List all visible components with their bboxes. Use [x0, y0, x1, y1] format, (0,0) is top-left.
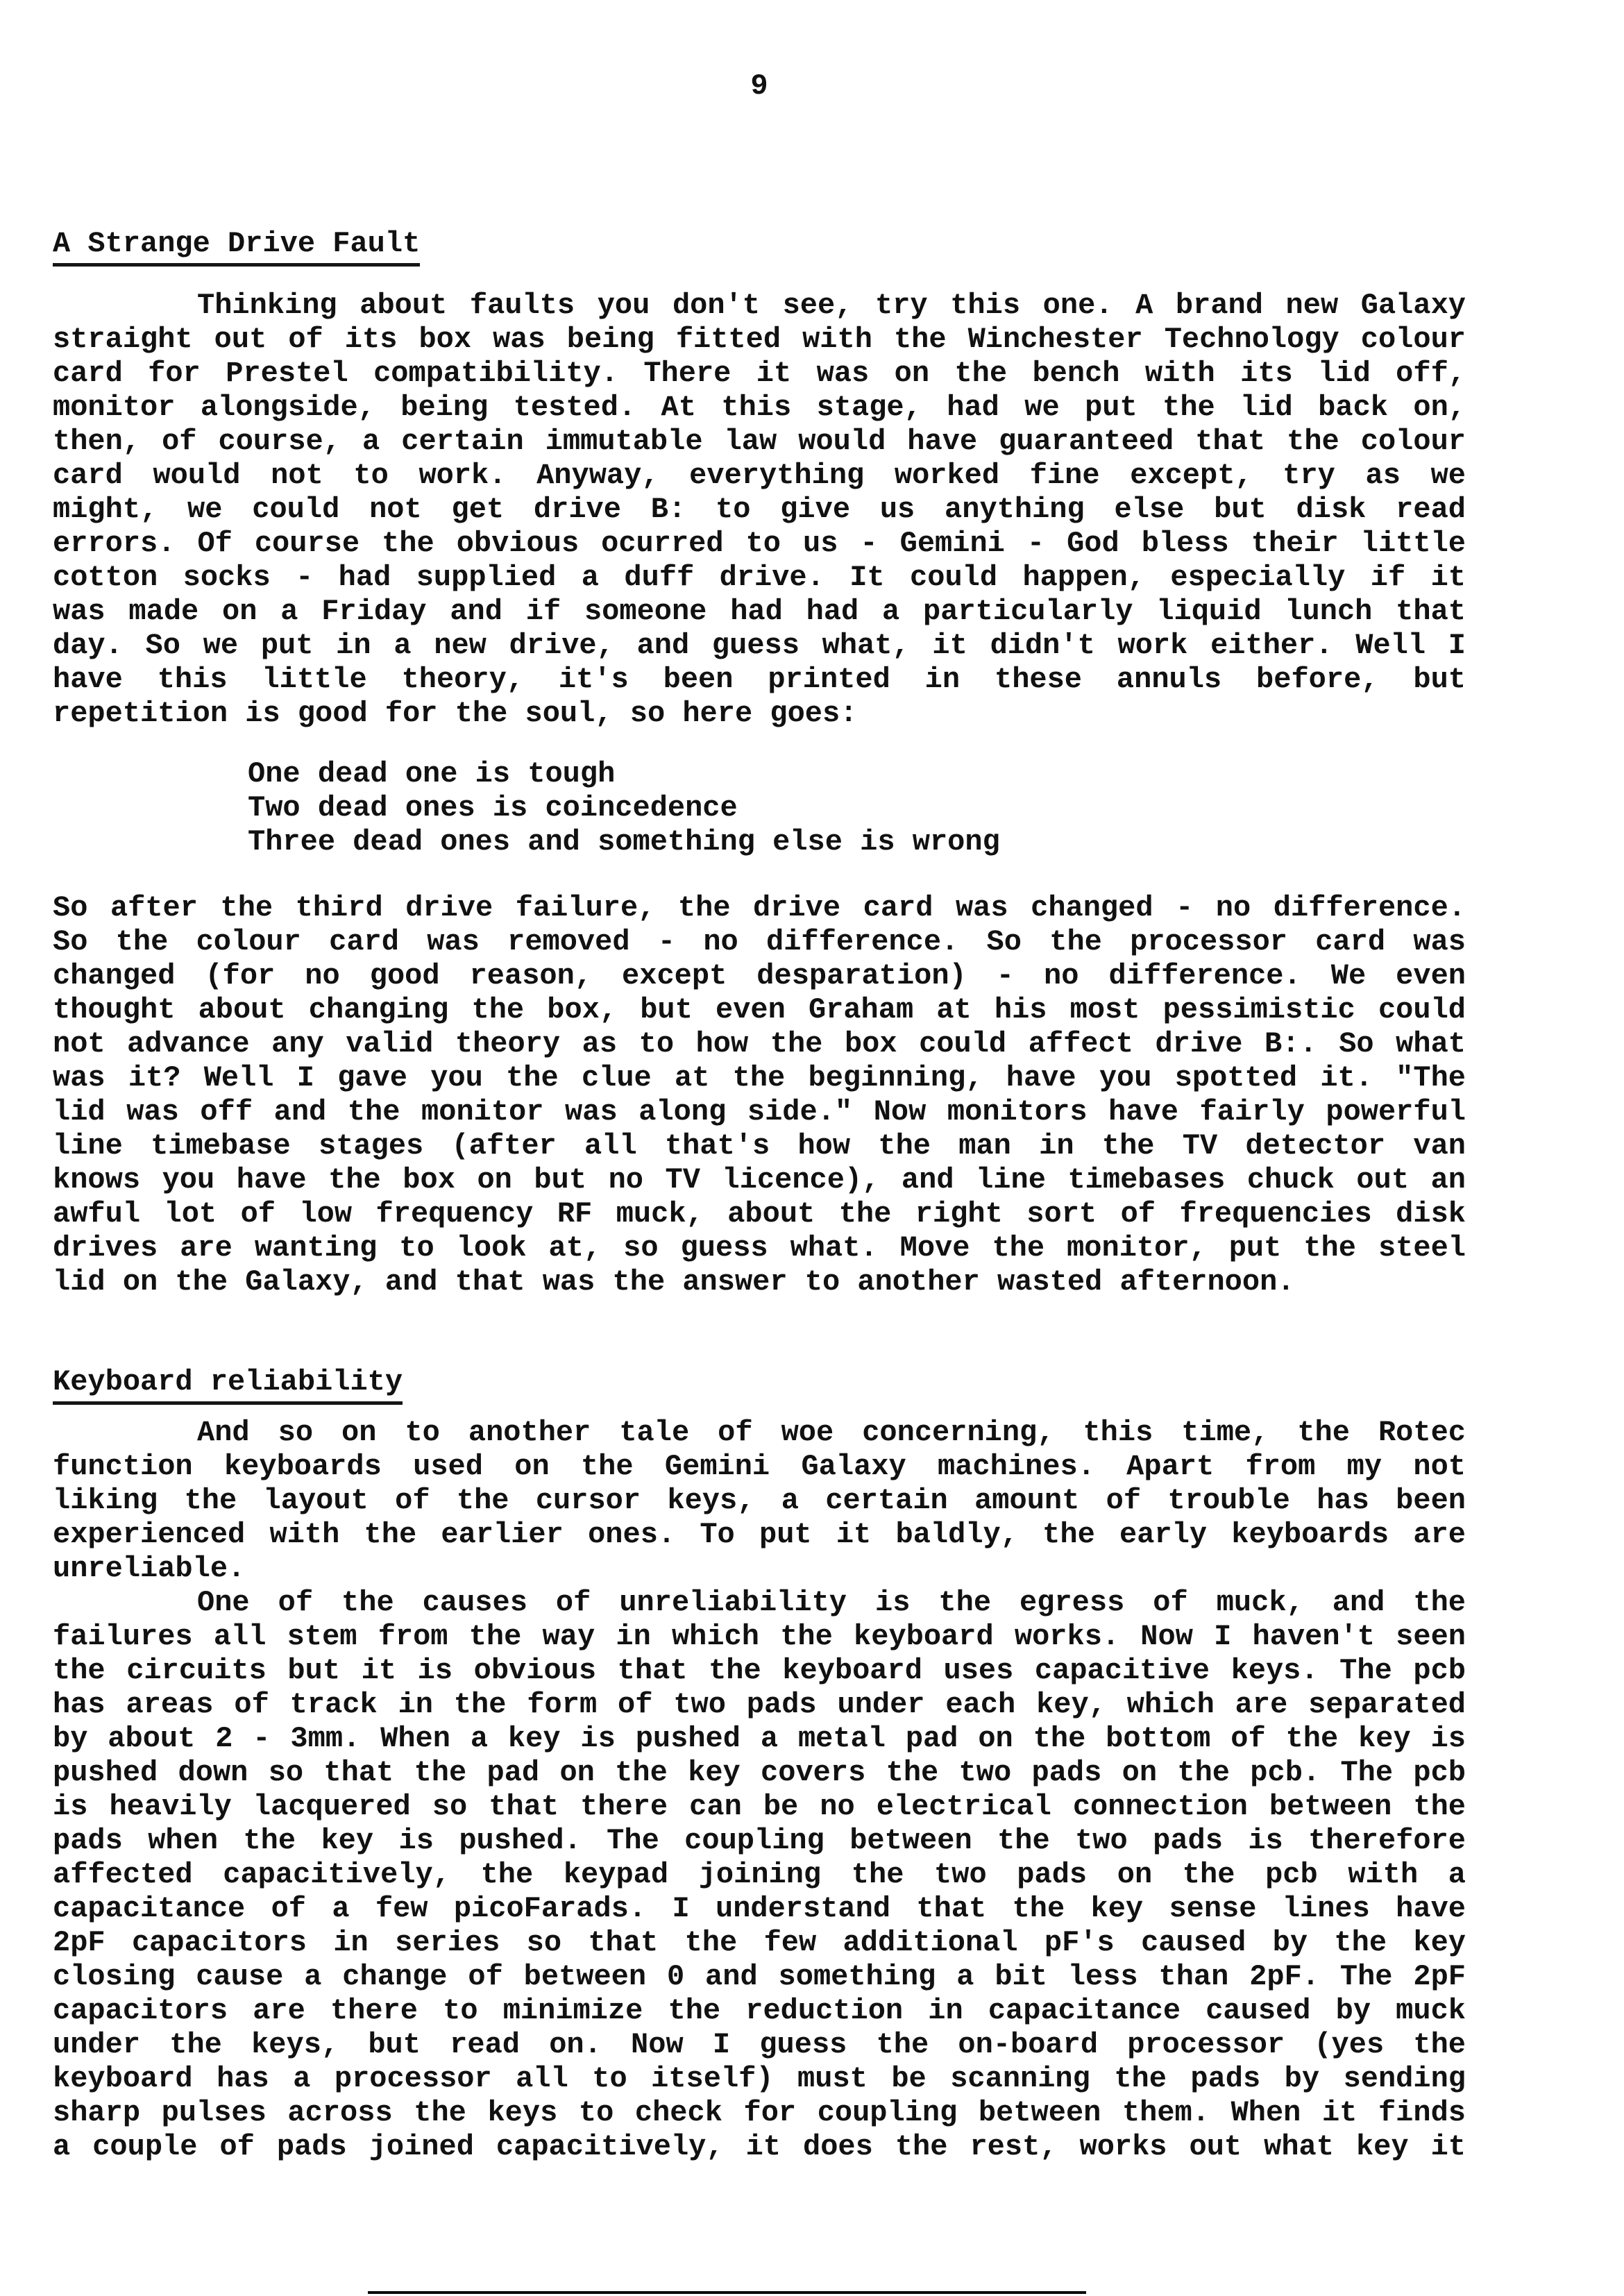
text-line: line timebase stages (after all that's how the man in the TV detector van [53, 1129, 1466, 1163]
section-keyboard-heading-row [53, 1365, 1466, 1405]
text-line: function keyboards used on the Gemini Galaxy machines. Apart from my not [53, 1450, 1466, 1483]
text-line: was it? Well I gave you the clue at the beginning, have you spotted it. "The [53, 1061, 1466, 1095]
text-line: unreliable. [53, 1552, 246, 1585]
text-line: straight out of its box was being fitted with the Winchester Technology colour [53, 323, 1466, 356]
section-drive-fault-heading-row [53, 227, 1466, 267]
text-line: is heavily lacquered so that there can be no electrical connection between the [53, 1790, 1466, 1823]
text-line: One of the causes of unreliability is the egress of muck, and the [197, 1586, 1466, 1619]
text-line: liking the layout of the cursor keys, a certain amount of trouble has been [53, 1484, 1466, 1517]
text-line: awful lot of low frequency RF muck, about the right sort of frequencies disk [53, 1197, 1466, 1231]
text-line: have this little theory, it's been printed in these annuls before, but [53, 663, 1466, 696]
text-line: pads when the key is pushed. The coupling between the two pads is therefore [53, 1824, 1466, 1857]
text-line: And so on to another tale of woe concerning, this time, the Rotec [197, 1416, 1466, 1449]
dead-drives-maxim-list [53, 757, 1466, 859]
text-line: might, we could not get drive B: to give us anything else but disk read [53, 493, 1466, 526]
text-line: card would not to work. Anyway, everything worked fine except, try as we [53, 459, 1466, 492]
text-line: failures all stem from the way in which the keyboard works. Now I haven't seen [53, 1620, 1466, 1653]
section-heading-keyboard-reliability: Keyboard reliability [53, 1365, 403, 1405]
text-line: drives are wanting to look at, so guess what. Move the monitor, put the steel [53, 1231, 1466, 1265]
text-line: keyboard has a processor all to itself) must be scanning the pads by sending [53, 2062, 1466, 2095]
text-line: was made on a Friday and if someone had had a particularly liquid lunch that [53, 595, 1466, 628]
paragraph-keyboard-capacitive-keys [53, 1586, 1466, 2164]
paragraph-drive-fault-story [53, 289, 1466, 731]
section-heading-strange-drive-fault: A Strange Drive Fault [53, 227, 420, 267]
text-line: lid on the Galaxy, and that was the answer to another wasted afternoon. [53, 1265, 1295, 1299]
text-line: pushed down so that the pad on the key covers the two pads on the pcb. The pcb [53, 1756, 1466, 1789]
text-line: So the colour card was removed - no difference. So the processor card was [53, 925, 1466, 959]
text-line: monitor alongside, being tested. At this stage, had we put the lid back on, [53, 391, 1466, 424]
text-line: day. So we put in a new drive, and guess what, it didn't work either. Well I [53, 629, 1466, 662]
text-line: Three dead ones and something else is wrong [248, 825, 1000, 859]
text-line: One dead one is tough [248, 757, 616, 791]
text-line: thought about changing the box, but even Graham at his most pessimistic could [53, 993, 1466, 1027]
page-number: 9 [750, 69, 768, 103]
text-line: changed (for no good reason, except desparation) - no difference. We even [53, 959, 1466, 993]
text-line: the circuits but it is obvious that the keyboard uses capacitive keys. The pcb [53, 1654, 1466, 1687]
text-line: Thinking about faults you don't see, try this one. A brand new Galaxy [197, 289, 1466, 322]
paragraph-drive-fault-resolution [53, 891, 1466, 1299]
paragraph-keyboard-intro [53, 1416, 1466, 1586]
text-line: knows you have the box on but no TV licence), and line timebases chuck out an [53, 1163, 1466, 1197]
text-line: under the keys, but read on. Now I guess the on-board processor (yes the [53, 2028, 1466, 2061]
text-line: closing cause a change of between 0 and something a bit less than 2pF. The 2pF [53, 1960, 1466, 1993]
text-line: cotton socks - had supplied a duff drive. It could happen, especially if it [53, 561, 1466, 594]
text-line: affected capacitively, the keypad joining the two pads on the pcb with a [53, 1858, 1466, 1891]
text-line: by about 2 - 3mm. When a key is pushed a metal pad on the bottom of the key is [53, 1722, 1466, 1755]
text-line: has areas of track in the form of two pads under each key, which are separated [53, 1688, 1466, 1721]
text-line: sharp pulses across the keys to check for coupling between them. When it finds [53, 2096, 1466, 2129]
text-line: errors. Of course the obvious ocurred to us - Gemini - God bless their little [53, 527, 1466, 560]
text-line: not advance any valid theory as to how the box could affect drive B:. So what [53, 1027, 1466, 1061]
text-line: lid was off and the monitor was along side." Now monitors have fairly powerful [53, 1095, 1466, 1129]
scan-artifact-line [368, 2291, 1086, 2294]
text-line: card for Prestel compatibility. There it was on the bench with its lid off, [53, 357, 1466, 390]
text-line: capacitance of a few picoFarads. I understand that the key sense lines have [53, 1892, 1466, 1925]
text-line: then, of course, a certain immutable law would have guaranteed that the colour [53, 425, 1466, 458]
text-line: a couple of pads joined capacitively, it does the rest, works out what key it [53, 2130, 1466, 2163]
text-line: 2pF capacitors in series so that the few additional pF's caused by the key [53, 1926, 1466, 1959]
text-line: So after the third drive failure, the drive card was changed - no difference. [53, 891, 1466, 925]
text-line: repetition is good for the soul, so here goes: [53, 697, 858, 730]
text-line: experienced with the earlier ones. To put it baldly, the early keyboards are [53, 1518, 1466, 1551]
text-line: Two dead ones is coincedence [248, 791, 738, 825]
text-line: capacitors are there to minimize the reduction in capacitance caused by muck [53, 1994, 1466, 2027]
